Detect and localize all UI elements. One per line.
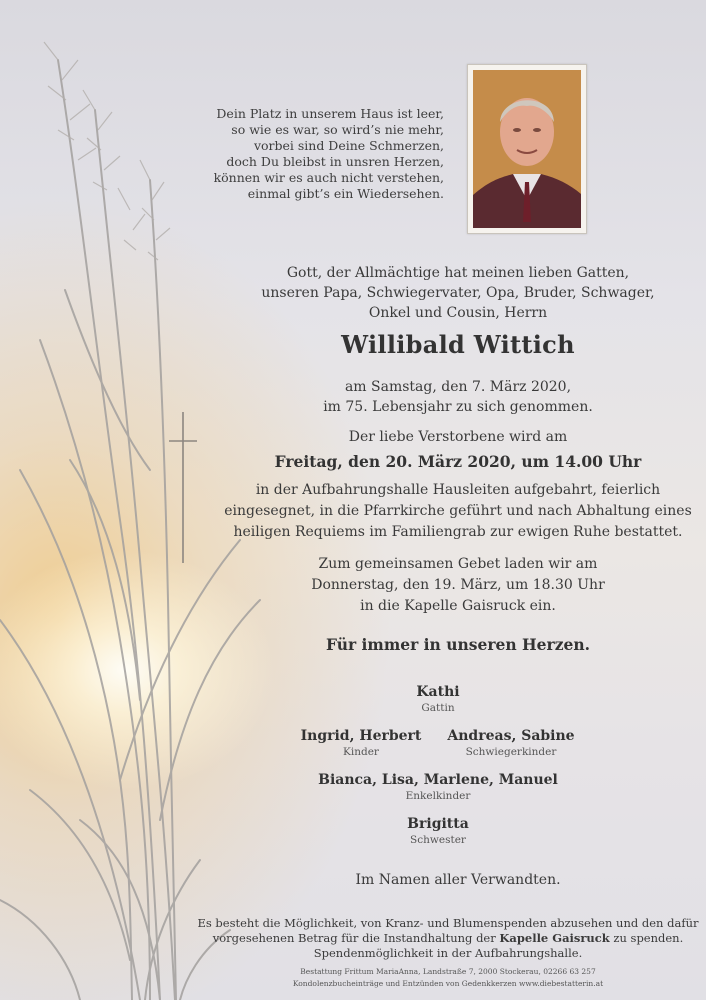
poem-line: können wir es auch nicht verstehen, [213, 170, 444, 185]
mourner-relation: Schwiegerkinder [465, 746, 557, 758]
prayer-info [210, 554, 706, 617]
intro-text [210, 263, 706, 323]
mourner-children-in-law [391, 728, 631, 758]
mourner-name: Ingrid, Herbert [300, 728, 422, 744]
burial-info [210, 480, 706, 543]
deceased-name: Willibald Wittich [341, 330, 575, 359]
intro-line: Onkel und Cousin, Herrn [368, 305, 548, 321]
mourner-relation: Enkelkinder [405, 790, 471, 802]
poem-line: doch Du bleibst in unsren Herzen, [226, 154, 444, 169]
poem-line: einmal gibt’s ein Wiedersehen. [247, 186, 444, 201]
portrait-frame [467, 64, 587, 234]
mourner-name: Bianca, Lisa, Marlene, Manuel [318, 772, 558, 788]
cross-icon [169, 412, 197, 563]
forever-heading: Für immer in unseren Herzen. [325, 635, 591, 654]
burial-line: heiligen Requiems im Familiengrab zur ewigen Ruhe bestattet. [233, 524, 683, 540]
poem [184, 106, 444, 202]
mourner-name: Kathi [416, 684, 460, 700]
death-info [210, 377, 706, 417]
prayer-line: Zum gemeinsamen Gebet laden wir am [318, 556, 598, 572]
mourner-spouse [318, 684, 558, 714]
mourner-sister [318, 816, 558, 846]
donation-text: vorgesehenen Betrag für die Instandhaltung der [212, 931, 500, 945]
announcement-text: Der liebe Verstorbene wird am [348, 429, 568, 445]
burial-line: eingesegnet, in die Pfarrkirche geführt und nach Abhaltung eines [224, 503, 692, 519]
closing-text: Im Namen aller Verwandten. [355, 872, 561, 888]
donation-line: Spendenmöglichkeit in der Aufbahrungshalle. [313, 946, 583, 960]
donation-line [190, 931, 706, 946]
burial-line: in der Aufbahrungshalle Hausleiten aufgebahrt, feierlich [255, 482, 661, 498]
footer-website: Kondolenzbucheinträge und Entzünden von Gedenkkerzen www.diebestatterin.at [292, 979, 604, 988]
prayer-line: Donnerstag, den 19. März, um 18.30 Uhr [311, 577, 605, 593]
intro-line: unseren Papa, Schwiegervater, Opa, Bruder, Schwager, [261, 285, 655, 301]
intro-line: Gott, der Allmächtige hat meinen lieben Gatten, [286, 265, 630, 281]
portrait-illustration [473, 70, 581, 228]
funeral-date: Freitag, den 20. März 2020, um 14.00 Uhr [274, 452, 642, 471]
donation-text: zu spenden. [609, 931, 684, 945]
mourner-name: Andreas, Sabine [447, 728, 575, 744]
poem-line: vorbei sind Deine Schmerzen, [253, 138, 444, 153]
mourner-relation: Schwester [410, 834, 466, 846]
donation-note [190, 916, 706, 961]
death-line: im 75. Lebensjahr zu sich genommen. [323, 399, 593, 415]
prayer-line: in die Kapelle Gaisruck ein. [360, 598, 556, 614]
donation-chapel: Kapelle Gaisruck [499, 931, 610, 945]
footer [190, 966, 706, 990]
portrait-photo [473, 70, 581, 228]
mourner-name: Brigitta [407, 816, 469, 832]
mourner-relation: Gattin [421, 702, 455, 714]
donation-line: Es besteht die Möglichkeit, von Kranz- und Blumenspenden abzusehen und den dafür [197, 916, 699, 930]
death-line: am Samstag, den 7. März 2020, [344, 379, 572, 395]
footer-address: Bestattung Frittum MariaAnna, Landstraße 7, 2000 Stockerau, 02266 63 257 [300, 967, 596, 976]
mourner-grandchildren [318, 772, 558, 802]
poem-line: so wie es war, so wird’s nie mehr, [231, 122, 444, 137]
mourner-relation: Kinder [343, 746, 379, 758]
poem-line: Dein Platz in unserem Haus ist leer, [216, 106, 444, 121]
